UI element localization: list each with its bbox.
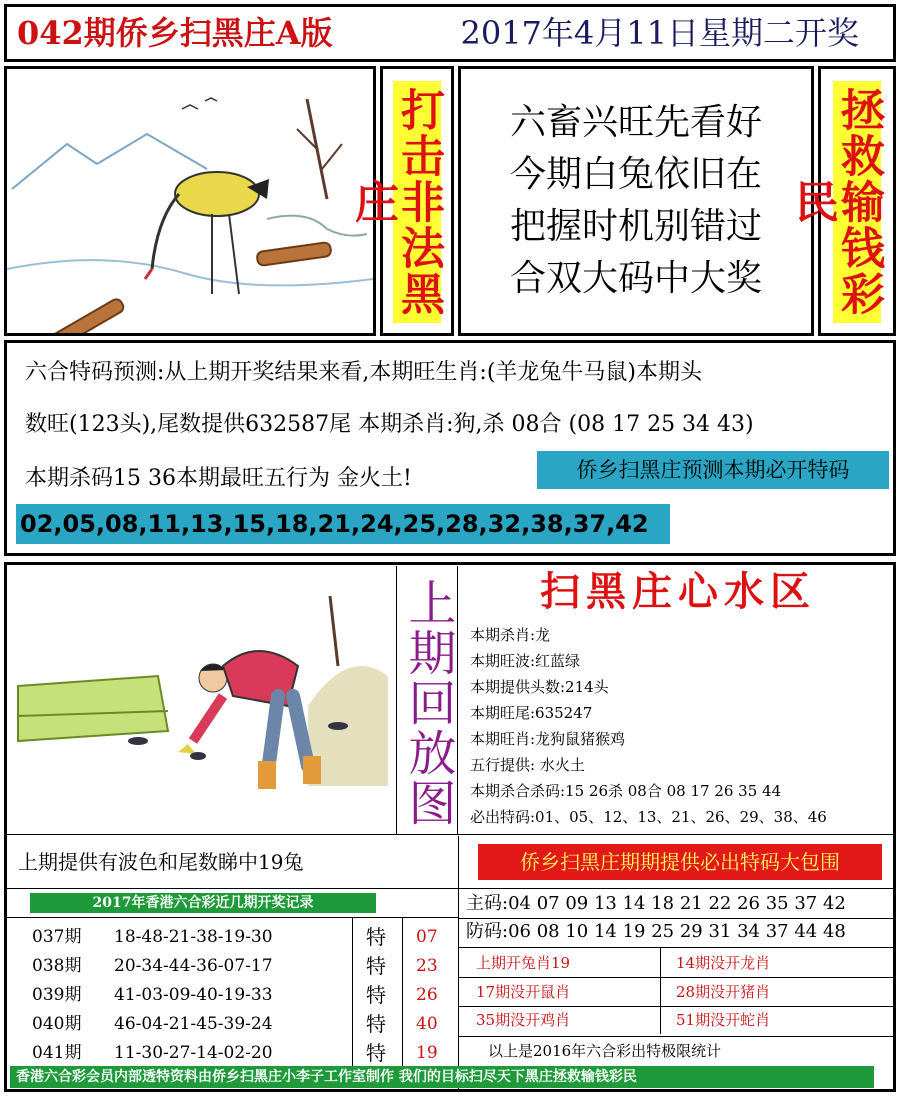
- crane-drawing: [7, 69, 373, 333]
- record-numbers: 41-03-09-40-19-33: [114, 985, 273, 1005]
- stats-item: 28期没开猪肖: [676, 983, 771, 1001]
- draw-date: 2017年4月11日星期二开奖: [460, 14, 859, 52]
- divider: [458, 1036, 896, 1037]
- record-period: 037期: [32, 927, 82, 947]
- record-numbers: 18-48-21-38-19-30: [114, 927, 273, 947]
- poem-box: [458, 66, 814, 336]
- record-period: 040期: [32, 1014, 82, 1034]
- records-title: 2017年香港六合彩近几期开奖记录: [30, 893, 376, 913]
- divider: [352, 918, 353, 1066]
- divider: [4, 834, 896, 835]
- right-banner: 拯救输钱彩民: [833, 81, 881, 323]
- record-te: 特: [366, 1041, 386, 1065]
- farmer-illustration: [8, 566, 394, 834]
- divider: [4, 888, 896, 889]
- stats-item: 上期开兔肖19: [476, 954, 571, 972]
- xinshui-item: 本期旺肖:龙狗鼠猪猴鸡: [470, 730, 626, 748]
- record-numbers: 46-04-21-45-39-24: [114, 1014, 273, 1034]
- replay-title: 上期回放图: [400, 578, 456, 828]
- record-period: 041期: [32, 1043, 82, 1063]
- record-special: 07: [416, 927, 438, 947]
- record-special: 26: [416, 985, 438, 1005]
- record-numbers: 11-30-27-14-02-20: [114, 1043, 273, 1063]
- divider: [402, 918, 403, 1066]
- farmer-drawing: [8, 566, 394, 834]
- record-special: 40: [416, 1014, 438, 1034]
- xinshui-item: 本期旺尾:635247: [470, 704, 593, 722]
- left-banner: 打击非法黑庄: [393, 81, 441, 323]
- record-te: 特: [366, 983, 386, 1007]
- stats-grid: [458, 948, 896, 1036]
- left-banner-box: [347, 66, 454, 336]
- divider: [660, 948, 661, 1034]
- record-te: 特: [366, 1012, 386, 1036]
- poem-line: 六畜兴旺先看好: [509, 102, 762, 143]
- red-banner: 侨乡扫黑庄期期提供必出特码大包围: [478, 844, 882, 880]
- stats-item: 17期没开鼠肖: [476, 983, 571, 1001]
- record-te: 特: [366, 925, 386, 949]
- poem: [461, 69, 811, 305]
- replay-box: [396, 566, 458, 834]
- records-table: [4, 918, 458, 1068]
- xinshui-item: 必出特码:01、05、12、13、21、26、29、38、46: [470, 808, 827, 826]
- prediction-line-2: 数旺(123头),尾数提供632587尾 本期杀肖:狗,杀 08合 (08 17 25 34 43): [25, 412, 754, 437]
- special-numbers: 02,05,08,11,13,15,18,21,24,25,28,32,38,37,42: [16, 504, 670, 544]
- record-numbers: 20-34-44-36-07-17: [114, 956, 273, 976]
- stats-item: 14期没开龙肖: [676, 954, 771, 972]
- record-special: 23: [416, 956, 438, 976]
- stats-note: 以上是2016年六合彩出特极限统计: [488, 1042, 722, 1060]
- last-hit-text: 上期提供有波色和尾数睇中19兔: [18, 850, 304, 874]
- poem-line: 今期白兔依旧在: [509, 154, 762, 195]
- right-banner-box: [787, 66, 896, 336]
- xinshui-title: 扫黑庄心水区: [540, 568, 816, 615]
- special-banner: 侨乡扫黑庄预测本期必开特码: [537, 451, 889, 489]
- prediction-line-1: 六合特码预测:从上期开奖结果来看,本期旺生肖:(羊龙兔牛马鼠)本期头: [25, 360, 702, 385]
- xinshui-item: 本期提供头数:214头: [470, 678, 609, 696]
- divider: [458, 918, 896, 919]
- footer-banner: 香港六合彩会员内部透特资料由侨乡扫黑庄小李子工作室制作 我们的目标扫尽天下黑庄拯救输钱彩民: [10, 1066, 874, 1088]
- header: [4, 4, 896, 62]
- record-te: 特: [366, 954, 386, 978]
- poem-line: 把握时机别错过: [509, 206, 762, 247]
- main-code: 主码:04 07 09 13 14 18 21 22 26 35 37 42: [466, 893, 846, 914]
- xinshui-list: [470, 622, 894, 830]
- stats-item: 51期没开蛇肖: [676, 1011, 771, 1029]
- crane-illustration: [4, 66, 376, 336]
- record-special: 19: [416, 1043, 438, 1063]
- defense-code: 防码:06 08 10 14 19 25 29 31 34 37 44 48: [466, 921, 846, 942]
- divider: [458, 977, 896, 978]
- xinshui-item: 本期旺波:红蓝绿: [470, 652, 581, 670]
- issue-title: 042期侨乡扫黑庄A版: [17, 14, 333, 52]
- xinshui-item: 本期杀肖:龙: [470, 626, 551, 644]
- stats-item: 35期没开鸡肖: [476, 1011, 571, 1029]
- prediction-line-3: 本期杀码15 36本期最旺五行为 金火土!: [25, 466, 412, 491]
- poem-line: 合双大码中大奖: [509, 258, 762, 299]
- record-period: 039期: [32, 985, 82, 1005]
- xinshui-item: 五行提供: 水火土: [470, 756, 585, 774]
- record-period: 038期: [32, 956, 82, 976]
- xinshui-item: 本期杀合杀码:15 26杀 08合 08 17 26 35 44: [470, 782, 782, 800]
